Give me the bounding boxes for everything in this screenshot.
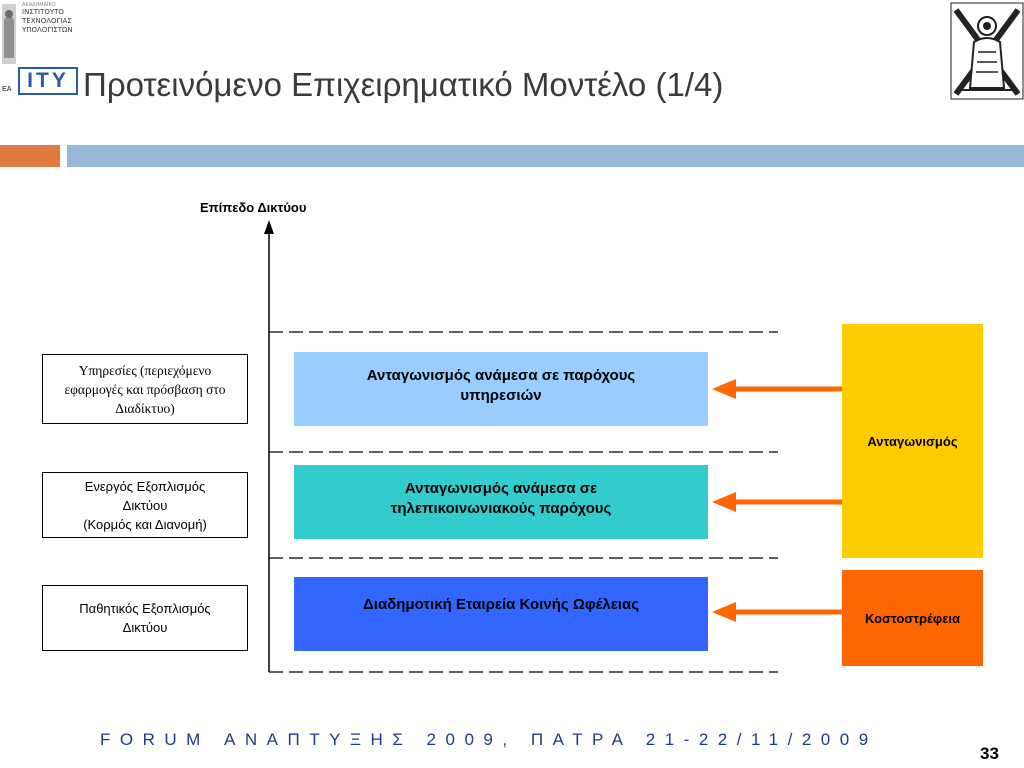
side-box-competition: [842, 324, 983, 558]
arrow-to-band-1: [712, 379, 842, 399]
band-municipal-company-text: Διαδημοτική Εταιρεία Κοινής Ωφέλειας: [363, 596, 639, 613]
band-municipal-company: [294, 577, 708, 651]
band-service-providers-text: Ανταγωνισμός ανάμεσα σε παρόχους υπηρεσιών: [366, 367, 636, 404]
arrow-to-band-2: [712, 492, 842, 512]
band-telecom-providers-text: Ανταγωνισμός ανάμεσα σε τηλεπικοινωνιακούς παρόχους: [390, 480, 612, 517]
page-title: Προτεινόμενο Επιχειρηματικό Μοντέλο (1/4): [83, 66, 724, 103]
level-box-services: [42, 354, 248, 424]
logo-line-1: ΙΝΣΤΙΤΟΥΤΟ: [22, 8, 64, 16]
axis-arrowhead-icon: [264, 220, 274, 234]
level-box-passive-equipment: [42, 585, 248, 651]
side-box-cost-oriented-text: Κοστοστρέφεια: [865, 610, 960, 626]
axis-label: Επίπεδο Δικτύου: [200, 200, 307, 215]
logo-corner-text: ΕΑ: [2, 86, 12, 93]
level-label-active-line-1: Ενεργός Εξοπλισμός: [84, 478, 206, 494]
level-label-passive-line-2: Δικτύου: [122, 620, 168, 635]
level-label-active-line-2: Δικτύου: [122, 497, 168, 513]
side-box-competition-text: Ανταγωνισμός: [867, 433, 958, 449]
level-label-active-line-3: (Κορμός και Διανομή): [83, 516, 207, 532]
logo-acronym: ITY: [18, 67, 78, 95]
logo-small-text: ΑΚΑΔΗΜΑΪΚΟ: [22, 2, 56, 8]
level-label-services: Υπηρεσίες (περιεχόμενο εφαρμογές και πρόσβαση στο Διαδίκτυο): [64, 362, 226, 416]
footer-text: FORUM ΑΝΑΠΤΥΞΗΣ 2009, ΠΑΤΡΑ 21-22/11/2009: [100, 730, 878, 749]
logo-line-3: ΥΠΟΛΟΓΙΣΤΩΝ: [22, 26, 73, 34]
band-service-providers: [294, 352, 708, 426]
band-telecom-providers: [294, 465, 708, 539]
page-number: 33: [980, 744, 999, 763]
level-box-active-equipment: [42, 472, 248, 538]
logo-line-2: ΤΕΧΝΟΛΟΓΙΑΣ: [22, 17, 72, 25]
side-box-cost-oriented: [842, 570, 983, 666]
arrow-to-band-3: [712, 602, 842, 622]
level-label-passive-line-1: Παθητικός Εξοπλισμός: [79, 601, 211, 616]
